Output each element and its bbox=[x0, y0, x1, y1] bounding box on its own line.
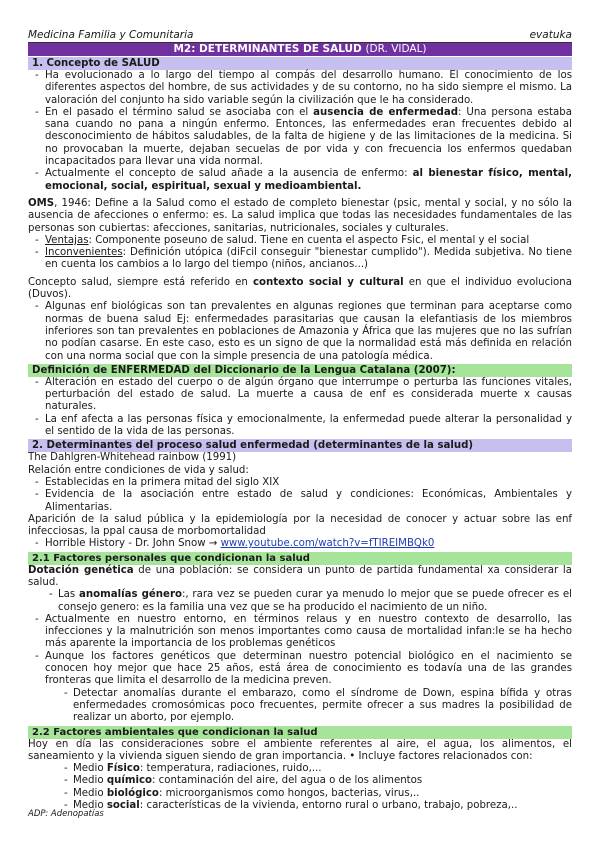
item-emphasis: social bbox=[106, 800, 140, 812]
factores-personales-list bbox=[28, 589, 572, 724]
running-header bbox=[28, 0, 572, 41]
item-emphasis: Dotación genética bbox=[28, 564, 134, 576]
rainbow-line: The Dahlgren-Whitehead rainbow (1991) bbox=[28, 452, 237, 464]
item-emphasis: ausencia de enfermedad bbox=[313, 106, 459, 118]
list-item bbox=[28, 70, 572, 107]
item-text: La enf afecta a las personas física y emocionalmente, la enfermedad puede alterar la personalidad y el sentido de la vida de las personas. bbox=[45, 413, 572, 438]
list-item bbox=[28, 107, 572, 168]
factores-ambientales-list bbox=[28, 763, 572, 812]
section-heading-concepto-salud: 1. Concepto de SALUD bbox=[28, 57, 572, 70]
ambiente-paragraph: Hoy en día las consideraciones sobre el ambiente referentes al aire, el agua, los alimentos, el saneamiento y la vivienda siguen siendo de gran importancia. • Incluye factores relacionados con: bbox=[28, 738, 572, 762]
document-title: M2: DETERMINANTES DE SALUD bbox=[173, 43, 362, 55]
salud-publica-paragraph: Aparición de la salud pública y la epidemiología por la necesidad de conocer y actuar sobre las enf infecciosas, la ppal causa de morbomortalidad bbox=[28, 513, 572, 538]
list-item bbox=[28, 477, 572, 489]
item-text: Algunas enf biológicas son tan prevalentes en algunas regiones que terminan para aceptarse como normas de buena salud Ej: enfermedades parasitarias que causan la elefantiasis de los miembros inferiores son tan prevalentes en poblaciones de Amazonia y África que las mujeres que no las sufrían no podían casarse. En este caso, esto es un signo de que la normalidad está más definida en relación con una norma social que con la simple presencia de una patología médica. bbox=[45, 301, 572, 362]
list-item bbox=[28, 688, 572, 725]
item-text: : Componente poseuno de salud. Tiene en cuenta el aspecto Fsic, el mental y el social bbox=[88, 234, 530, 246]
list-item bbox=[28, 489, 572, 514]
item-text: : Una persona estaba sana cuando no pana a ningún enfermo. Entonces, las enfermedades eran frecuentes debido al desconocimiento de hábitos saludables, de la falta de higiene y de las limitaciones de la medicina. Si no provocaban la muerte, dejaban secuelas de por vida y con frecuencia los enfermos quedaban incapacitados para llevar una vida normal. bbox=[45, 106, 572, 168]
item-text: Actualmente el concepto de salud añade a la ausencia de enfermo: bbox=[45, 168, 413, 180]
item-text: :, rara vez se pueden curar ya menudo lo mejor que se puede ofrecer es el consejo genero: es la familia una vez que se ha producido el nacimiento de un niño. bbox=[58, 589, 572, 613]
list-item bbox=[28, 247, 572, 272]
item-emphasis: biológico bbox=[106, 787, 159, 799]
item-emphasis: al bienestar físico, mental, emocional, social, espiritual, sexual y medioambiental. bbox=[45, 168, 573, 192]
section-heading-factores-ambientales: 2.2 Factores ambientales que condicionan la salud bbox=[28, 726, 572, 739]
inconvenientes-label: Inconvenientes bbox=[45, 247, 123, 259]
item-text: Aunque los factores genéticos que determinan nuestro potencial biológico en el nacimiento se conocen hoy mejor que hace 25 años, está área de conocimiento es todavía una de las grandes fronteras que limita el desarrollo de la medicina preven. bbox=[45, 650, 572, 687]
list-item bbox=[28, 800, 572, 812]
item-text: de una población: se considera un punto de partida fundamental xa considerar la salud. bbox=[28, 564, 572, 588]
item-text: Ha evolucionado a lo largo del tiempo al compás del desarrollo humano. El conocimiento de los diferentes aspectos del hombre, de sus actividades y de su contorno, no ha sido siempre el mismo. La valoración del conjunto ha sido variable según la civilización que le ha considerado. bbox=[45, 70, 572, 106]
item-text: Detectar anomalías durante el embarazo, como el síndrome de Down, espina bífida y otras enfermedades cromosómicas poco frecuentes, permite ofrecer a sus madres la posibilidad de realizar un aborto, por ejemplo. bbox=[73, 687, 572, 724]
item-emphasis: anomalías género bbox=[78, 589, 182, 601]
item-text: : microorganismos como hongos, bacterias, virus,.. bbox=[158, 787, 420, 799]
header-author: evatuka bbox=[529, 28, 572, 41]
item-text: Evidencia de la asociación entre estado de salud y condiciones: Económicas, Ambientales y Alimentarias. bbox=[45, 489, 572, 513]
item-emphasis: Físico bbox=[106, 763, 140, 775]
list-item bbox=[28, 589, 572, 614]
item-text: Alteración en estado del cuerpo o de algún órgano que interrumpe o perturba las funciones vitales, perturbación del estado de salud. La muerte a causa de enf es considerada muerte x causas naturales. bbox=[45, 376, 572, 413]
item-text: Medio bbox=[73, 800, 107, 812]
concepto-salud-list bbox=[28, 70, 572, 193]
item-text: Medio bbox=[73, 775, 107, 787]
context-list bbox=[28, 301, 572, 362]
oms-text: , 1946: Define a la Salud como el estado de completo bienestar (psic, mental y social, y no sólo la ausencia de afecciones o enfermo: es. La salud implica que todas las necesidades fundamentales de las personas son cubiertas: afecciones, sanitarias, nutricionales, sociales y culturales. bbox=[28, 197, 572, 234]
oms-label: OMS bbox=[28, 197, 55, 209]
list-item bbox=[28, 168, 572, 193]
list-item bbox=[28, 763, 572, 775]
item-text: Establecidas en la primera mitad del siglo XIX bbox=[45, 476, 280, 488]
item-text: : Definición utópica (diFcil conseguir "bienestar cumplido"). Medida subjetiva. No tiene en cuenta los cambios a lo largo del tiempo (niños, ancianos...) bbox=[45, 247, 572, 271]
list-item bbox=[28, 301, 572, 362]
determinantes-list bbox=[28, 477, 572, 514]
item-text: En el pasado el término salud se asociaba con el bbox=[45, 106, 314, 118]
header-course-title: Medicina Familia y Comunitaria bbox=[28, 28, 194, 41]
section-heading-factores-personales: 2.1 Factores personales que condicionan la salud bbox=[28, 552, 572, 565]
list-item bbox=[28, 614, 572, 651]
section-heading-enfermedad: Definición de ENFERMEDAD del Diccionario de la Lengua Catalana (2007): bbox=[28, 364, 572, 377]
context-paragraph bbox=[28, 277, 572, 302]
item-text: Las bbox=[58, 589, 79, 601]
list-item bbox=[28, 651, 572, 688]
page-footnote: ADP: Adenopatías bbox=[28, 809, 104, 819]
item-text: : características de la vivienda, entorno rural o urbano, trabajo, pobreza,.. bbox=[139, 800, 518, 812]
oms-definition bbox=[28, 198, 572, 235]
oms-list bbox=[28, 235, 572, 272]
item-emphasis: químico bbox=[106, 775, 153, 787]
list-item bbox=[28, 788, 572, 800]
document-subtitle: (DR. VIDAL) bbox=[365, 43, 427, 55]
list-item bbox=[28, 414, 572, 439]
list-item bbox=[28, 538, 572, 550]
item-text: Horrible History - Dr. John Snow → bbox=[45, 538, 221, 550]
youtube-link[interactable]: www.youtube.com/watch?v=fTIREIMBQk0 bbox=[220, 538, 435, 550]
item-text: Concepto salud, siempre está referido en bbox=[28, 276, 253, 288]
video-list bbox=[28, 538, 572, 550]
item-text: Actualmente en nuestro entorno, en términos relaus y en nuestro contexto de desarrollo, las infecciones y la malnutrición son menos importantes como causa de mortalidad infan:le se ha hecho más aparente la importancia de los problemas genéticos bbox=[45, 613, 572, 650]
item-text: en que el individuo evoluciona (Duvos). bbox=[28, 276, 572, 301]
item-emphasis: contexto social y cultural bbox=[252, 276, 404, 288]
item-text: Medio bbox=[73, 787, 107, 799]
genetica-line bbox=[28, 565, 572, 590]
section-heading-determinantes: 2. Determinantes del proceso salud enfermedad (determinantes de la salud) bbox=[28, 439, 572, 452]
enfermedad-list bbox=[28, 377, 572, 438]
list-item bbox=[28, 775, 572, 787]
list-item bbox=[28, 235, 572, 247]
item-text: : temperatura, radiaciones, ruido,... bbox=[139, 763, 322, 775]
item-text: : contaminación del aire, del agua o de los alimentos bbox=[152, 775, 423, 787]
document-title-bar bbox=[28, 43, 572, 56]
relacion-line: Relación entre condiciones de vida y salud: bbox=[28, 464, 249, 476]
item-text: Medio bbox=[73, 763, 107, 775]
list-item bbox=[28, 377, 572, 414]
ventajas-label: Ventajas bbox=[45, 234, 89, 246]
